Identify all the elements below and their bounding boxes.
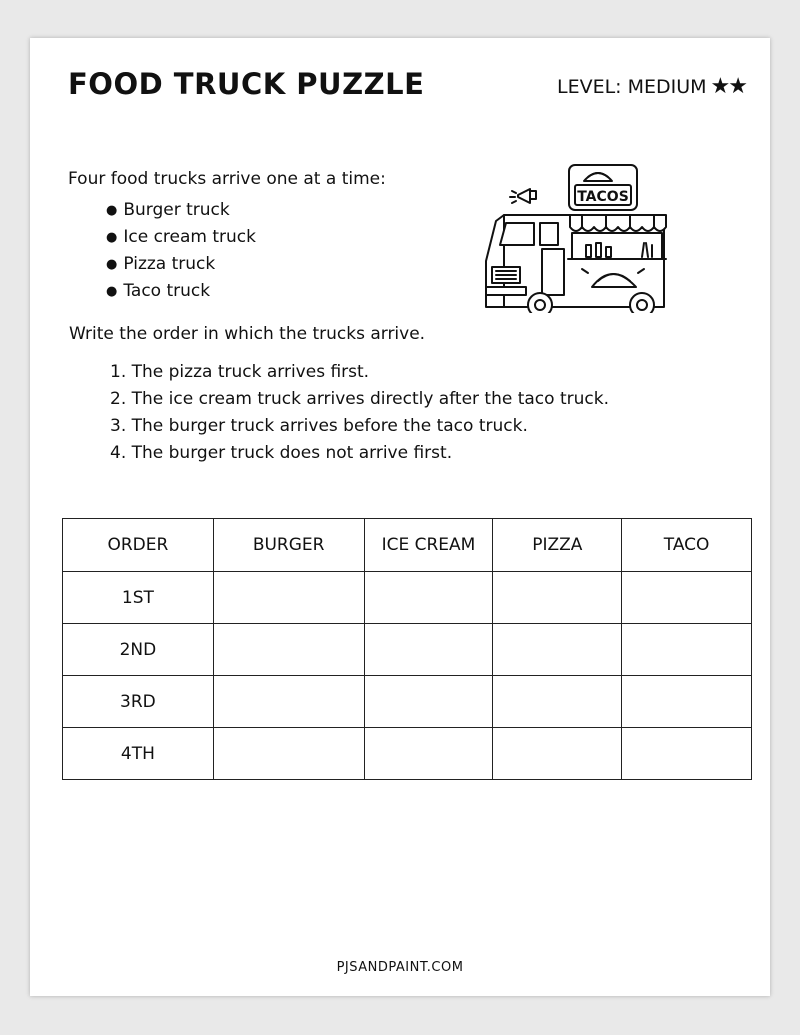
- row-label: 1ST: [63, 572, 214, 624]
- truck-list: [106, 197, 256, 305]
- answer-cell[interactable]: [364, 572, 493, 624]
- answer-cell[interactable]: [622, 728, 752, 780]
- row-label: 3RD: [63, 676, 214, 728]
- truck-list-item: ● Taco truck: [106, 278, 256, 305]
- level-label: LEVEL: MEDIUM: [556, 76, 707, 98]
- truck-list-item: ● Pizza truck: [106, 251, 256, 278]
- worksheet-page: [30, 38, 770, 996]
- grid-row: [63, 624, 752, 676]
- answer-cell[interactable]: [213, 676, 364, 728]
- answer-cell[interactable]: [493, 728, 622, 780]
- answer-cell[interactable]: [213, 728, 364, 780]
- header-pizza: PIZZA: [493, 519, 622, 572]
- star-rating: ★★: [710, 74, 746, 99]
- clue-item: 1. The pizza truck arrives first.: [110, 362, 370, 382]
- answer-cell[interactable]: [493, 624, 622, 676]
- answer-grid: [62, 518, 752, 780]
- header-order: ORDER: [63, 519, 214, 572]
- answer-cell[interactable]: [364, 676, 493, 728]
- intro-text: Four food trucks arrive one at a time:: [68, 169, 386, 189]
- answer-cell[interactable]: [622, 624, 752, 676]
- answer-cell[interactable]: [622, 572, 752, 624]
- clue-item: 3. The burger truck arrives before the taco truck.: [110, 416, 528, 436]
- answer-cell[interactable]: [213, 624, 364, 676]
- grid-row: [63, 728, 752, 780]
- row-label: 2ND: [63, 624, 214, 676]
- header-ice-cream: ICE CREAM: [364, 519, 493, 572]
- grid-row: [63, 572, 752, 624]
- row-label: 4TH: [63, 728, 214, 780]
- page-title: FOOD TRUCK PUZZLE: [68, 67, 425, 101]
- grid-row: [63, 676, 752, 728]
- answer-cell[interactable]: [364, 728, 493, 780]
- truck-sign-text: TACOS: [577, 189, 629, 205]
- truck-list-item: ● Ice cream truck: [106, 224, 256, 251]
- truck-list-item: ● Burger truck: [106, 197, 256, 224]
- footer-site-link: PJSANDPAINT.COM: [336, 960, 464, 975]
- answer-cell[interactable]: [493, 676, 622, 728]
- answer-cell[interactable]: [364, 624, 493, 676]
- clue-list: [110, 359, 609, 467]
- clue-item: 4. The burger truck does not arrive first.: [110, 443, 453, 463]
- instruction-text: Write the order in which the trucks arrive.: [69, 324, 426, 344]
- grid-header-row: [63, 519, 752, 572]
- header-burger: BURGER: [213, 519, 364, 572]
- header-taco: TACO: [622, 519, 752, 572]
- answer-cell[interactable]: [622, 676, 752, 728]
- answer-cell[interactable]: [493, 572, 622, 624]
- answer-cell[interactable]: [213, 572, 364, 624]
- clue-item: 2. The ice cream truck arrives directly after the taco truck.: [110, 389, 609, 409]
- difficulty-level: [557, 74, 746, 99]
- taco-truck-icon: [482, 163, 692, 313]
